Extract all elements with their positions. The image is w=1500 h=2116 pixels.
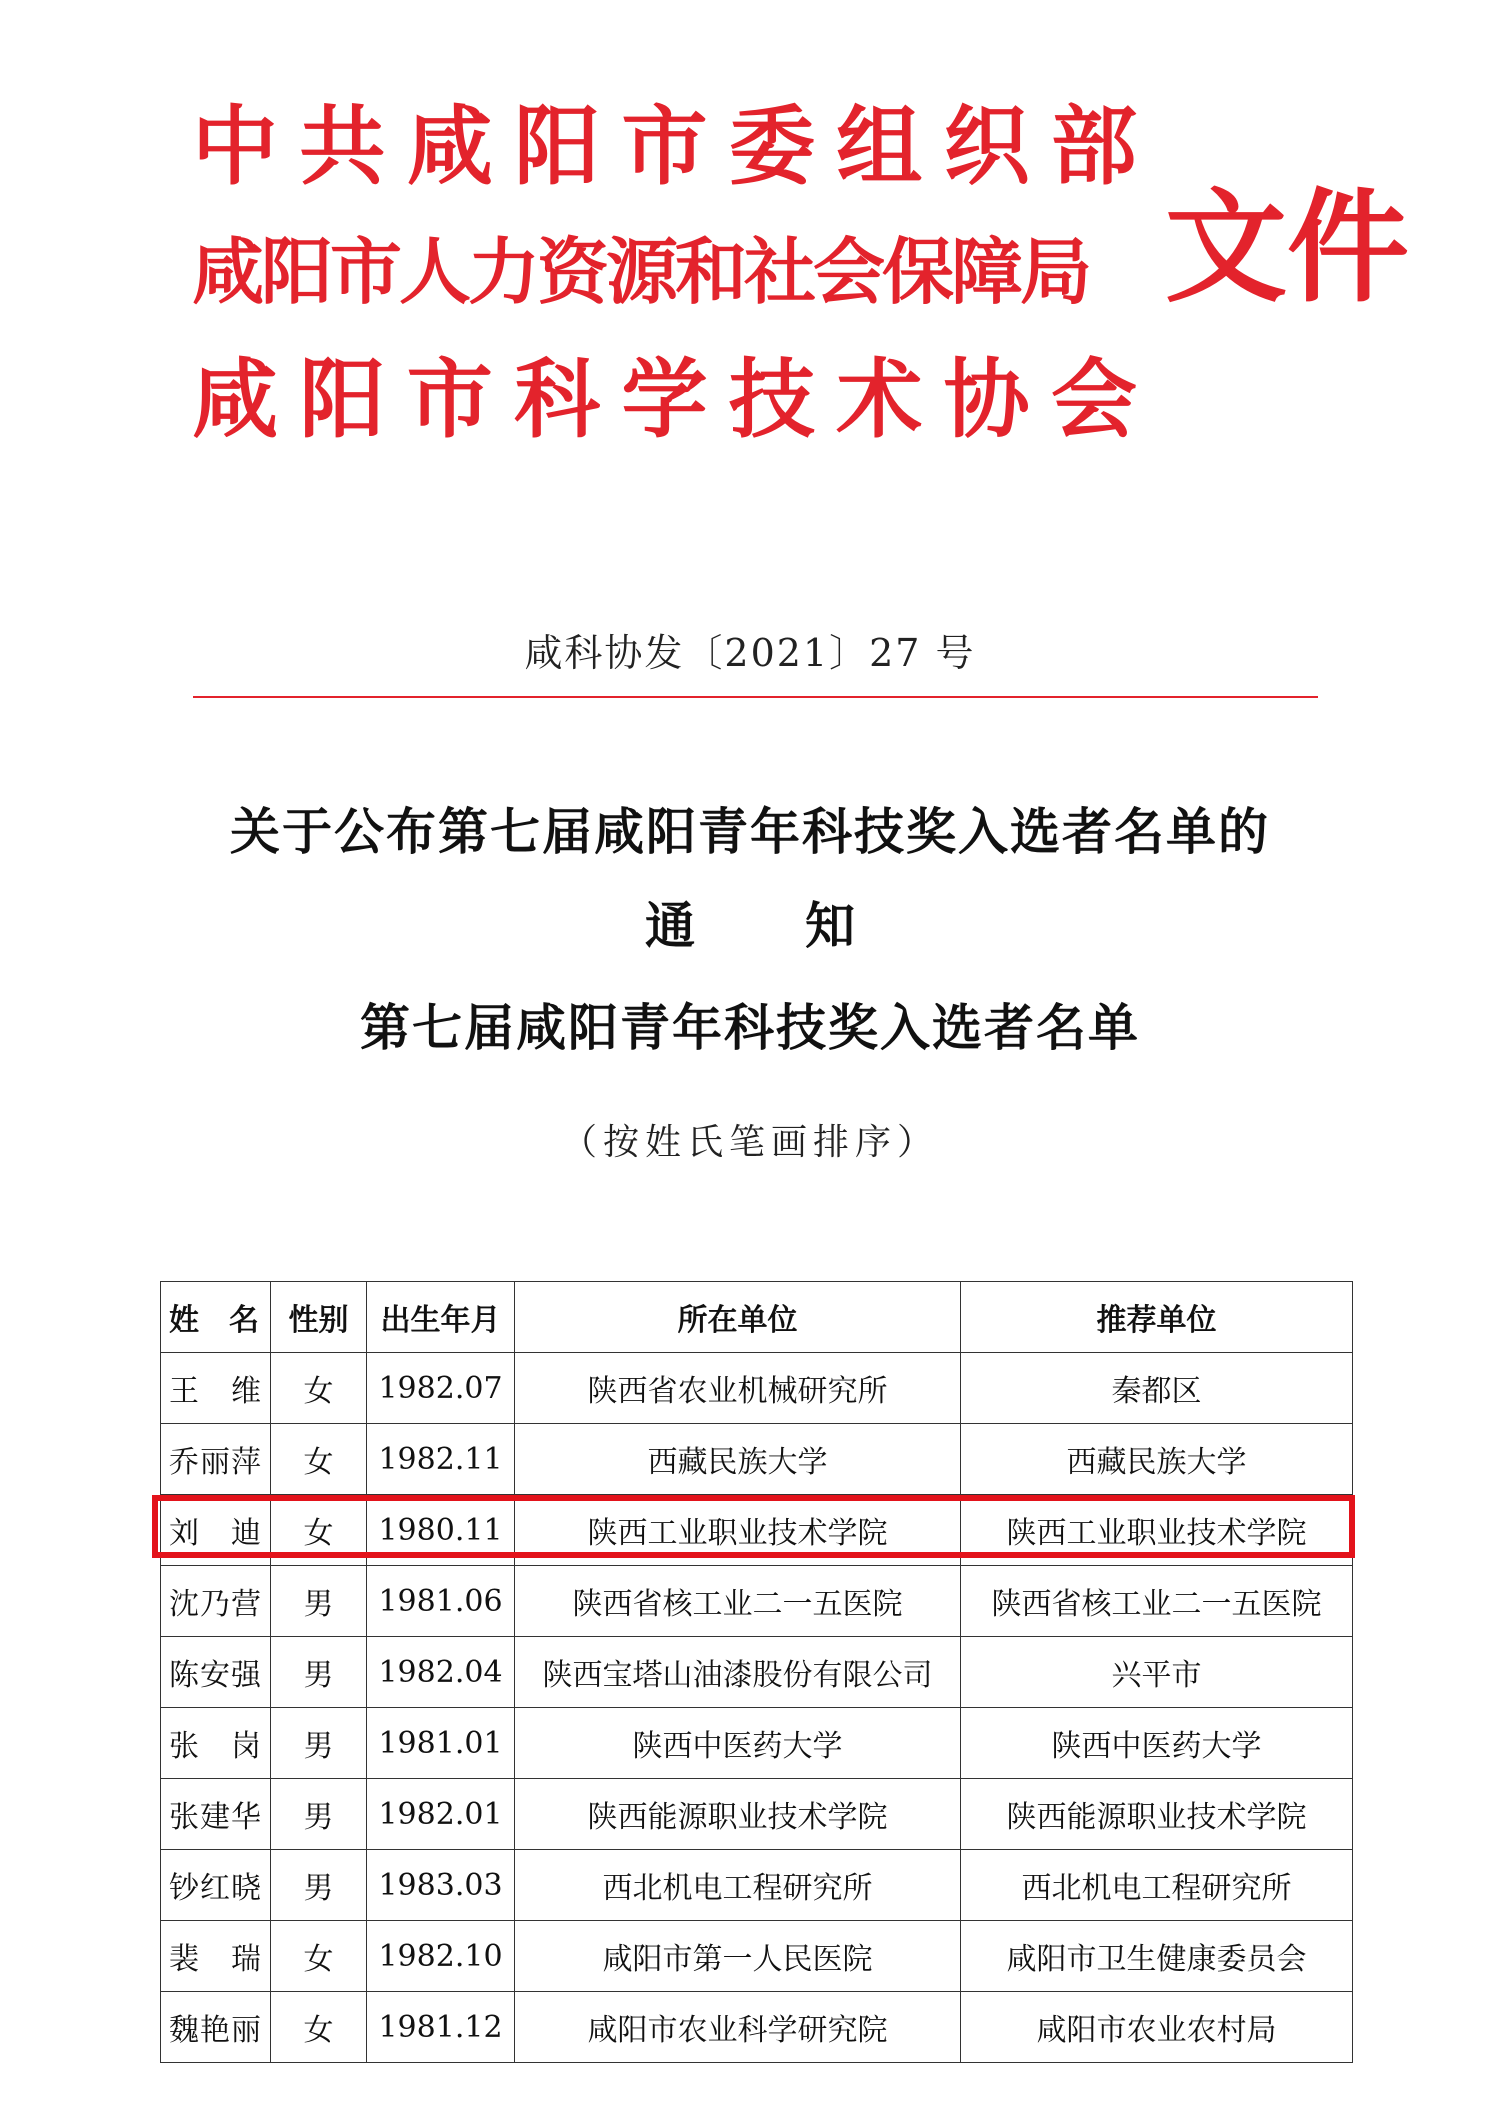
- cell-unit: 陕西省核工业二一五医院: [515, 1566, 961, 1637]
- issuer-char: 中: [192, 96, 278, 197]
- cell-unit: 西北机电工程研究所: [515, 1850, 961, 1921]
- cell-birth: 1982.10: [367, 1921, 515, 1992]
- cell-gender: 女: [271, 1495, 367, 1566]
- table-row: [161, 1708, 1353, 1779]
- table-row: [161, 1992, 1353, 2063]
- cell-name: 乔丽萍: [161, 1424, 271, 1495]
- awardee-table: [160, 1281, 1353, 2063]
- cell-birth: 1981.06: [367, 1566, 515, 1637]
- issuer-char: 市: [406, 349, 493, 450]
- table-row: [161, 1566, 1353, 1637]
- cell-unit: 陕西中医药大学: [515, 1708, 961, 1779]
- cell-gender: 男: [271, 1779, 367, 1850]
- header-name: 姓 名: [161, 1282, 271, 1353]
- notice-title-second-line: [0, 894, 1500, 958]
- issuer-char: 委: [728, 96, 815, 197]
- issuer-char: 会: [1051, 349, 1137, 450]
- cell-name: 张建华: [161, 1779, 271, 1850]
- cell-birth: 1982.11: [367, 1424, 515, 1495]
- cell-unit: 陕西能源职业技术学院: [515, 1779, 961, 1850]
- cell-birth: 1982.07: [367, 1353, 515, 1424]
- cell-recommender: 陕西省核工业二一五医院: [961, 1566, 1353, 1637]
- cell-recommender: 秦都区: [961, 1353, 1353, 1424]
- table-row: [161, 1353, 1353, 1424]
- cell-recommender: 陕西能源职业技术学院: [961, 1779, 1353, 1850]
- cell-recommender: 咸阳市农业农村局: [961, 1992, 1353, 2063]
- cell-unit: 西藏民族大学: [515, 1424, 961, 1495]
- header-recommender: 推荐单位: [961, 1282, 1353, 1353]
- cell-recommender: 陕西工业职业技术学院: [961, 1495, 1353, 1566]
- issuer-char: 学: [621, 349, 708, 450]
- cell-unit: 陕西工业职业技术学院: [515, 1495, 961, 1566]
- issuer-char: 共: [299, 96, 386, 197]
- notice-word-zhi: 知: [805, 896, 855, 955]
- cell-unit: 咸阳市农业科学研究院: [515, 1992, 961, 2063]
- list-title: 第七届咸阳青年科技奖入选者名单: [360, 998, 1140, 1057]
- table-row: [161, 1779, 1353, 1850]
- header-birth: 出生年月: [367, 1282, 515, 1353]
- header-unit: 所在单位: [515, 1282, 961, 1353]
- cell-name: 张 岗: [161, 1708, 271, 1779]
- issuer-char: 科: [514, 349, 601, 450]
- issuer-line-organization-dept: [192, 97, 1137, 197]
- cell-gender: 女: [271, 1921, 367, 1992]
- cell-unit: 咸阳市第一人民医院: [515, 1921, 961, 1992]
- cell-unit: 陕西省农业机械研究所: [515, 1353, 961, 1424]
- issuer-char: 织: [943, 96, 1030, 197]
- cell-gender: 男: [271, 1850, 367, 1921]
- cell-name: 裴 瑞: [161, 1921, 271, 1992]
- cell-name: 陈安强: [161, 1637, 271, 1708]
- cell-name: 沈乃营: [161, 1566, 271, 1637]
- issuer-char: 组: [836, 96, 923, 197]
- table-row: [161, 1850, 1353, 1921]
- document-number: 咸科协发〔2021〕27 号: [524, 631, 976, 675]
- cell-gender: 女: [271, 1424, 367, 1495]
- issuer-char: 部: [1051, 96, 1137, 197]
- cell-recommender: 西北机电工程研究所: [961, 1850, 1353, 1921]
- issuer-char: 技: [728, 349, 815, 450]
- cell-recommender: 咸阳市卫生健康委员会: [961, 1921, 1353, 1992]
- cell-birth: 1982.01: [367, 1779, 515, 1850]
- table-row-highlighted: [161, 1495, 1353, 1566]
- cell-recommender: 西藏民族大学: [961, 1424, 1353, 1495]
- table-body: [161, 1353, 1353, 2063]
- cell-gender: 女: [271, 1992, 367, 2063]
- notice-title: 关于公布第七届咸阳青年科技奖入选者名单的: [230, 802, 1270, 861]
- cell-gender: 男: [271, 1637, 367, 1708]
- issuer-char: 协: [943, 349, 1030, 450]
- table-row: [161, 1424, 1353, 1495]
- document-word: 文件: [1165, 175, 1409, 319]
- cell-gender: 男: [271, 1708, 367, 1779]
- header-gender: 性别: [271, 1282, 367, 1353]
- cell-birth: 1981.12: [367, 1992, 515, 2063]
- issuer-char: 术: [836, 349, 923, 450]
- issuer-char: 咸: [192, 349, 278, 450]
- issuer-char: 市: [621, 96, 708, 197]
- issuer-line-science-association: [192, 350, 1137, 450]
- red-divider-line: [193, 696, 1318, 698]
- issuer-line-hr-bureau: 咸阳市人力资源和社会保障局: [192, 229, 1090, 314]
- table-row: [161, 1637, 1353, 1708]
- cell-name: 钞红晓: [161, 1850, 271, 1921]
- cell-recommender: 陕西中医药大学: [961, 1708, 1353, 1779]
- issuer-char: 阳: [299, 349, 386, 450]
- cell-birth: 1980.11: [367, 1495, 515, 1566]
- cell-name: 魏艳丽: [161, 1992, 271, 2063]
- cell-name: 刘 迪: [161, 1495, 271, 1566]
- cell-birth: 1982.04: [367, 1637, 515, 1708]
- cell-name: 王 维: [161, 1353, 271, 1424]
- table-header-row: [161, 1282, 1353, 1353]
- issuer-char: 阳: [514, 96, 601, 197]
- cell-birth: 1981.01: [367, 1708, 515, 1779]
- cell-unit: 陕西宝塔山油漆股份有限公司: [515, 1637, 961, 1708]
- cell-recommender: 兴平市: [961, 1637, 1353, 1708]
- cell-gender: 女: [271, 1353, 367, 1424]
- table-row: [161, 1921, 1353, 1992]
- issuer-char: 咸: [406, 96, 493, 197]
- notice-word-tong: 通: [645, 896, 695, 955]
- cell-birth: 1983.03: [367, 1850, 515, 1921]
- cell-gender: 男: [271, 1566, 367, 1637]
- sort-note: （按姓氏笔画排序）: [560, 1122, 939, 1163]
